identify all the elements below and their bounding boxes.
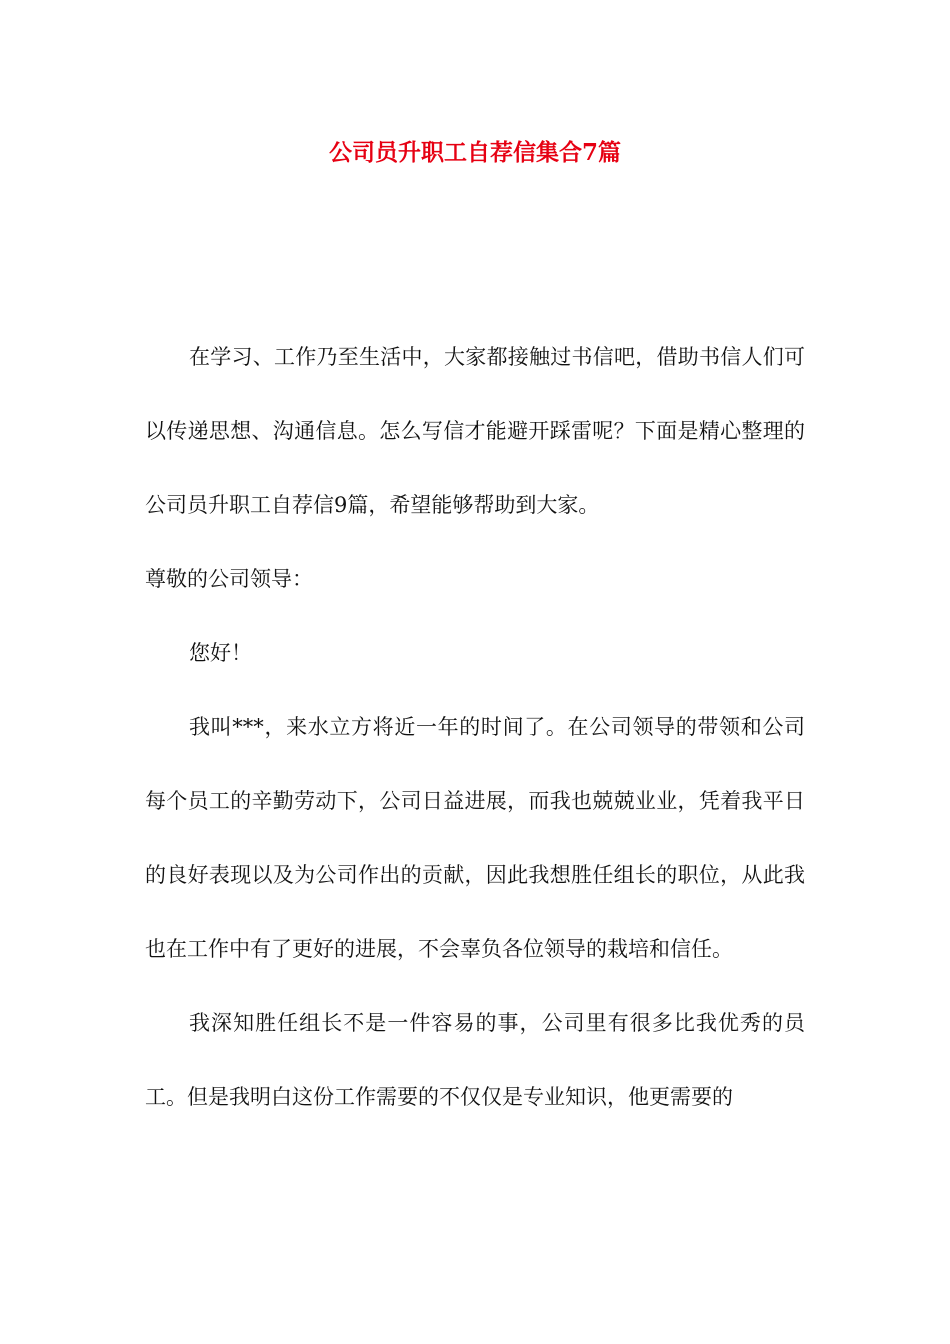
intro-paragraph: 在学习、工作乃至生活中，大家都接触过书信吧，借助书信人们可以传递思想、沟通信息。怎么写信才能避开踩雷呢？下面是精心整理的公司员升职工自荐信9篇，希望能够帮助到大家。 xyxy=(145,345,805,517)
salutation: 尊敬的公司领导： xyxy=(145,567,313,591)
document-body xyxy=(145,320,805,1134)
greeting: 您好！ xyxy=(189,641,252,665)
document-title: 公司员升职工自荐信集合7篇 xyxy=(328,139,621,166)
body-paragraph: 我叫***，来水立方将近一年的时间了。在公司领导的带领和公司每个员工的辛勤劳动下，公司日益进展，而我也兢兢业业，凭着我平日的良好表现以及为公司作出的贡献，因此我想胜任组长的职位，从此我也在工作中有了更好的进展，不会辜负各位领导的栽培和信任。 xyxy=(145,715,805,961)
body-paragraph: 我深知胜任组长不是一件容易的事，公司里有很多比我优秀的员工。但是我明白这份工作需要的不仅仅是专业知识，他更需要的 xyxy=(145,1011,805,1109)
